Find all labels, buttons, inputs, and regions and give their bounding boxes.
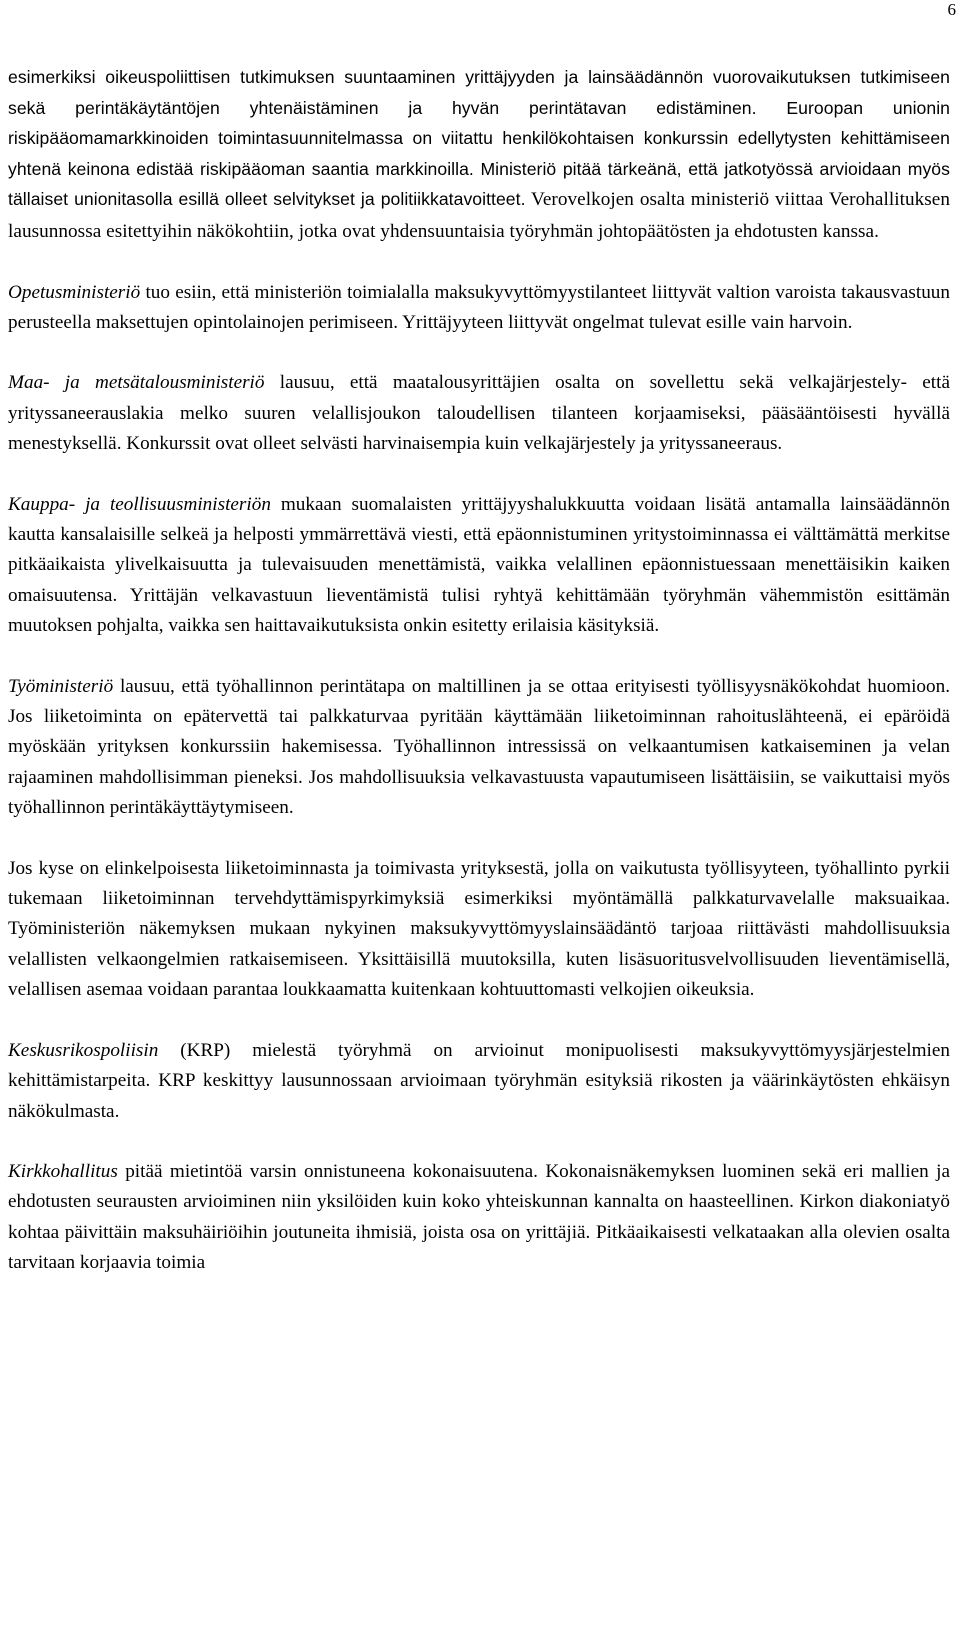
ministry-name: Opetusministeriö (8, 281, 141, 303)
ministry-name: Maa- ja metsätalousministeriö (8, 372, 265, 394)
paragraph-opetusministerio (8, 278, 950, 339)
paragraph-ministry-continuation (8, 62, 950, 248)
paragraph-keskusrikospoliisi (8, 1036, 950, 1127)
paragraph-text: lausuu, että työhallinnon perintätapa on maltillinen ja se ottaa erityisesti työllisyysnäkökohdat huomioon. Jos liiketoiminta on epätervettä tai palkkaturvaa pyritään käyttämään liiketoiminnan rahoituslähteenä, ei epäröidä myöskään yrityksen konkurssiin hakemisessa. Työhallinnon intressissä on velkaantumisen katkaiseminen ja velan rajaaminen mahdollisimman pieneksi. Jos mahdollisuuksia velkavastuusta vapautumiseen lisättäisiin, se vaikuttaisi myös työhallinnon perintäkäyttäytymiseen. (8, 675, 950, 819)
paragraph-text: Jos kyse on elinkelpoisesta liiketoiminnasta ja toimivasta yrityksestä, jolla on vaikutusta työllisyyteen, työhallinto pyrkii tukemaan liiketoiminnan tervehdyttämispyrkimyksiä esimerkiksi myöntämällä palkkaturvavelalle maksuaikaa. Työministeriön näkemyksen mukaan nykyinen maksukyvyttömyyslainsäädäntö tarjoaa riittävästi mahdollisuuksia velallisten velkaongelmien ratkaisemiseen. Yksittäisillä muutoksilla, kuten lisäsuoritusvelvollisuuden lieventämisellä, velallisen asemaa voidaan parantaa loukkaamatta kuitenkaan kohtuuttomasti velkojien oikeuksia. (8, 857, 950, 1001)
paragraph-maa-ja-metsatalousministerio (8, 368, 950, 459)
paragraph-text: (KRP) mielestä työryhmä on arvioinut monipuolisesti maksukyvyttömyysjärjestelmien kehittämistarpeita. KRP keskittyy lausunnossaan arvioimaan työryhmän esityksiä rikosten ja väärinkäytösten ehkäisyn näkökulmasta. (8, 1039, 950, 1122)
paragraph-tyoministerio-continued (8, 854, 950, 1006)
page-number: 6 (947, 0, 956, 19)
paragraph-text: pitää mietintöä varsin onnistuneena kokonaisuutena. Kokonaisnäkemyksen luominen sekä eri mallien ja ehdotusten seurausten arvioiminen niin yksilöiden kuin koko yhteiskunnan kannalta on haasteellinen. Kirkon diakoniatyö kohtaa päivittäin maksuhäiriöihin joutuneita ihmisiä, joista osa on yrittäjiä. Pitkäaikaisesti velkataakan alla olevien osalta tarvitaan korjaavia toimia (8, 1160, 950, 1274)
paragraph-text: Verovelkojen osalta ministeriö viittaa Verohallituksen lausunnossa esitettyihin näkökohtiin, jotka ovat yhdensuuntaisia työryhmän johtopäätösten ja ehdotusten kanssa. (8, 189, 951, 242)
paragraph-kirkkohallitus (8, 1157, 950, 1279)
document-body (8, 62, 950, 1309)
ministry-name: Kauppa- ja teollisuusministeriön (8, 493, 271, 515)
paragraph-text: esimerkiksi oikeuspoliittisen tutkimuksen suuntaaminen yrittäjyyden ja lainsäädännön vuorovaikutuksen tutkimiseen sekä perintäkäytäntöjen yhtenäistäminen ja hyvän perintätavan edistäminen. Euroopan unionin riskipääomamarkkinoiden toimintasuunnitelmassa on viitattu henkilökohtaisen konkurssin edellytysten kehittämiseen yhtenä keinona edistää riskipääoman saantia markkinoilla. Ministeriö pitää tärkeänä, että jatkotyössä arvioidaan myös tällaiset unionitasolla esillä olleet selvitykset ja politiikkatavoitteet. (8, 67, 950, 210)
paragraph-text: tuo esiin, että ministeriön toimialalla maksukyvyttömyystilanteet liittyvät valtion varoista takausvastuun perusteella maksettujen opintolainojen perimiseen. Yrittäjyyteen liittyvät ongelmat tulevat esille vain harvoin. (8, 281, 950, 333)
paragraph-text: mukaan suomalaisten yrittäjyyshalukkuutta voidaan lisätä antamalla lainsäädännön kautta kansalaisille selkeä ja helposti ymmärrettävä viesti, että epäonnistuminen yritystoiminnassa ei välttämättä merkitse pitkäaikaista ylivelkaisuutta ja tulevaisuuden menettämistä, vaikka velallinen epäonnistuessaan menettäisikin kaiken omaisuutensa. Yrittäjän velkavastuun lieventämistä tulisi ryhtyä kehittämään työryhmän vähemmistön esittämän muutoksen pohjalta, vaikka sen haittavaikutuksista onkin esitetty erilaisia käsityksiä. (8, 493, 950, 637)
paragraph-text: lausuu, että maatalousyrittäjien osalta on sovellettu sekä velkajärjestely- että yrityssaneerauslakia melko suuren velallisjoukon taloudellisen tilanteen korjaamiseksi, pääsääntöisesti hyvällä menestyksellä. Konkurssit ovat olleet selvästi harvinaisempia kuin velkajärjestely ja yrityssaneeraus. (8, 372, 950, 455)
ministry-name: Työministeriö (8, 675, 114, 697)
ministry-name: Kirkkohallitus (8, 1160, 118, 1182)
paragraph-tyoministerio (8, 672, 950, 824)
ministry-name: Keskusrikospoliisin (8, 1039, 159, 1061)
paragraph-kauppa-ja-teollisuusministerio (8, 490, 950, 642)
